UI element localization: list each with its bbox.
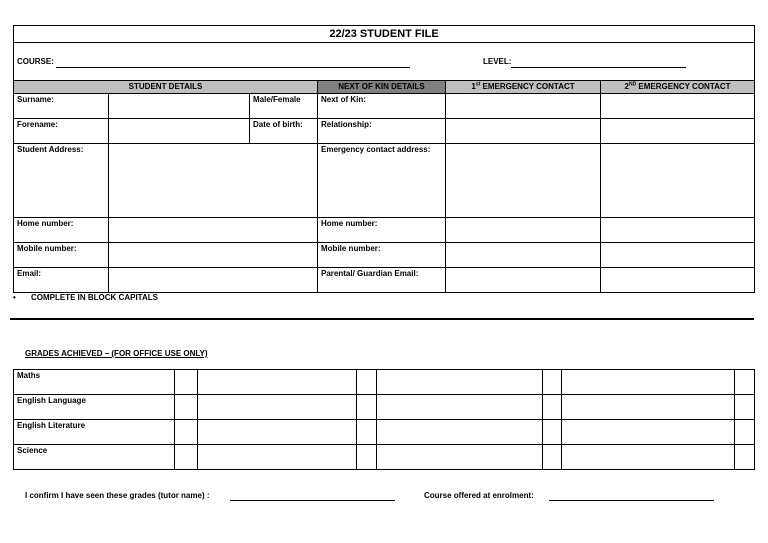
grade-cell[interactable] xyxy=(198,395,357,420)
grade-cell[interactable] xyxy=(198,370,357,395)
surname-field[interactable] xyxy=(109,94,250,119)
form-title: 22/23 STUDENT FILE xyxy=(14,26,755,43)
mobile-number-label: Mobile number: xyxy=(14,243,109,268)
next-of-kin-label: Next of Kin: xyxy=(318,94,446,119)
student-details-header: STUDENT DETAILS xyxy=(14,81,318,94)
mobile-number-field[interactable] xyxy=(109,243,318,268)
grade-cell[interactable] xyxy=(175,395,198,420)
course-offered-label: Course offered at enrolment: xyxy=(424,491,534,500)
home-number-label: Home number: xyxy=(14,218,109,243)
ec1-relationship-field[interactable] xyxy=(446,119,601,144)
grade-cell[interactable] xyxy=(357,395,377,420)
tutor-name-field[interactable] xyxy=(230,500,395,501)
block-capitals-note xyxy=(13,293,158,303)
dob-label: Date of birth: xyxy=(250,119,318,144)
grade-cell[interactable] xyxy=(357,445,377,470)
grade-cell[interactable] xyxy=(543,445,562,470)
grade-cell[interactable] xyxy=(735,420,755,445)
grade-cell[interactable] xyxy=(198,420,357,445)
kin-mobile-number-label: Mobile number: xyxy=(318,243,446,268)
ec1-mobile-field[interactable] xyxy=(446,243,601,268)
level-field[interactable] xyxy=(511,67,686,68)
relationship-label: Relationship: xyxy=(318,119,446,144)
gender-label: Male/Female xyxy=(250,94,318,119)
note-text: COMPLETE IN BLOCK CAPITALS xyxy=(31,293,158,302)
student-address-field[interactable] xyxy=(109,144,318,218)
next-of-kin-header: NEXT OF KIN DETAILS xyxy=(318,81,446,94)
ec1-home-field[interactable] xyxy=(446,218,601,243)
ec2-address-field[interactable] xyxy=(601,144,755,218)
grade-cell[interactable] xyxy=(357,420,377,445)
grade-cell[interactable] xyxy=(735,395,755,420)
ec2-email-field[interactable] xyxy=(601,268,755,293)
emergency-contact-2-header: 2ND EMERGENCY CONTACT xyxy=(601,81,755,94)
course-label: COURSE: xyxy=(17,57,54,66)
ec1-name-field[interactable] xyxy=(446,94,601,119)
grades-title: GRADES ACHIEVED – (FOR OFFICE USE ONLY) xyxy=(25,349,208,358)
surname-label: Surname: xyxy=(14,94,109,119)
student-address-label: Student Address: xyxy=(14,144,109,218)
ec1-email-field[interactable] xyxy=(446,268,601,293)
course-field[interactable] xyxy=(56,67,410,68)
grade-cell[interactable] xyxy=(562,445,735,470)
subject-english-literature: English Literature xyxy=(14,420,175,445)
grade-cell[interactable] xyxy=(562,370,735,395)
grade-cell[interactable] xyxy=(175,370,198,395)
subject-english-language: English Language xyxy=(14,395,175,420)
grade-cell[interactable] xyxy=(377,395,543,420)
course-offered-field[interactable] xyxy=(549,500,714,501)
ec1-address-field[interactable] xyxy=(446,144,601,218)
grade-cell[interactable] xyxy=(377,420,543,445)
tutor-confirm-label: I confirm I have seen these grades (tutor name) : xyxy=(25,491,210,500)
grade-cell[interactable] xyxy=(562,420,735,445)
grades-table xyxy=(13,369,755,470)
grade-cell[interactable] xyxy=(562,395,735,420)
grade-cell[interactable] xyxy=(198,445,357,470)
ec2-relationship-field[interactable] xyxy=(601,119,755,144)
grade-cell[interactable] xyxy=(175,445,198,470)
section-divider xyxy=(10,318,754,320)
grade-cell[interactable] xyxy=(175,420,198,445)
level-label: LEVEL: xyxy=(483,57,512,66)
bullet-icon: • xyxy=(13,293,16,302)
grade-cell[interactable] xyxy=(735,370,755,395)
forename-label: Forename: xyxy=(14,119,109,144)
home-number-field[interactable] xyxy=(109,218,318,243)
guardian-email-label: Parental/ Guardian Email: xyxy=(318,268,446,293)
grade-cell[interactable] xyxy=(357,370,377,395)
ec2-home-field[interactable] xyxy=(601,218,755,243)
subject-science: Science xyxy=(14,445,175,470)
grade-cell[interactable] xyxy=(377,370,543,395)
emergency-address-label: Emergency contact address: xyxy=(318,144,446,218)
grade-cell[interactable] xyxy=(735,445,755,470)
student-file-table xyxy=(13,25,755,293)
ec2-name-field[interactable] xyxy=(601,94,755,119)
grade-cell[interactable] xyxy=(543,420,562,445)
grade-cell[interactable] xyxy=(543,370,562,395)
ec2-mobile-field[interactable] xyxy=(601,243,755,268)
emergency-contact-1-header: 1st EMERGENCY CONTACT xyxy=(446,81,601,94)
email-field[interactable] xyxy=(109,268,318,293)
subject-maths: Maths xyxy=(14,370,175,395)
grade-cell[interactable] xyxy=(543,395,562,420)
forename-field[interactable] xyxy=(109,119,250,144)
email-label: Email: xyxy=(14,268,109,293)
grade-cell[interactable] xyxy=(377,445,543,470)
kin-home-number-label: Home number: xyxy=(318,218,446,243)
